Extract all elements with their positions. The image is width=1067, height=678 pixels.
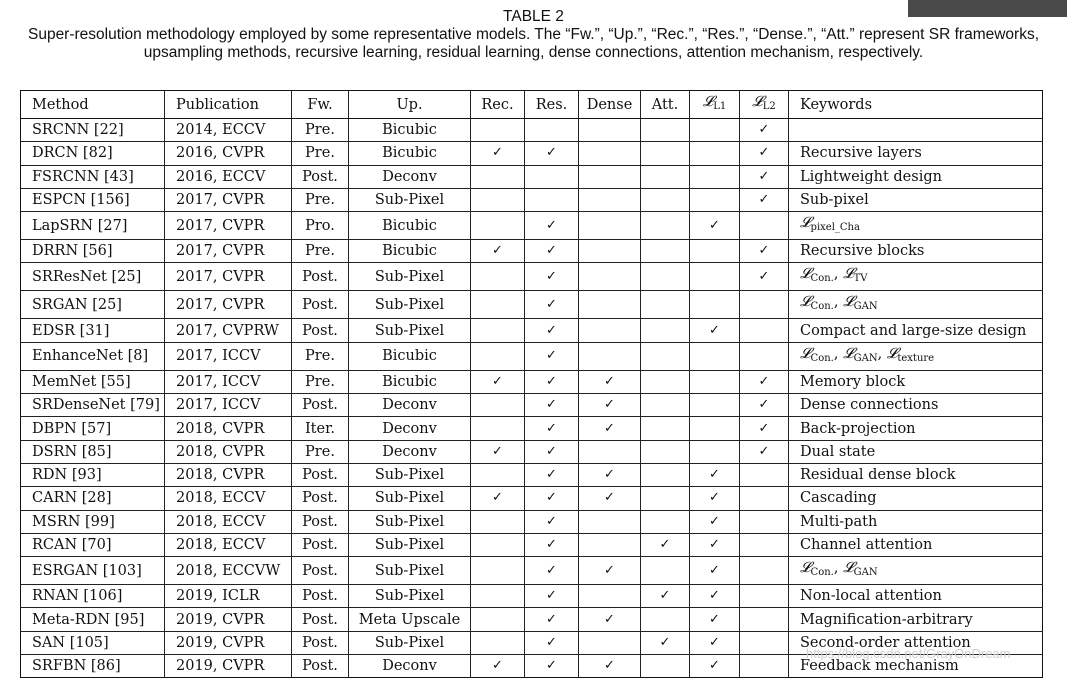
cell-att: ✓ (641, 585, 690, 608)
cell-l2 (740, 212, 789, 240)
cell-res: ✓ (525, 212, 579, 240)
cell-dense: ✓ (579, 394, 641, 417)
cell-l1 (690, 263, 740, 291)
header-l2-loss (740, 91, 789, 119)
cell-keywords: Channel attention (789, 533, 1043, 556)
cell-l1: ✓ (690, 463, 740, 486)
cell-dense (579, 119, 641, 142)
cell-up: Sub-Pixel (349, 463, 471, 486)
header-up: Up. (349, 91, 471, 119)
cell-publication: 2019, CVPR (165, 655, 292, 678)
cell-dense (579, 510, 641, 533)
cell-fw: Post. (292, 533, 349, 556)
cell-publication: 2019, CVPR (165, 608, 292, 631)
cell-dense: ✓ (579, 370, 641, 393)
cell-publication: 2017, CVPR (165, 263, 292, 291)
header-l2-symbol: 𝓛$_{L2}$ (752, 94, 776, 112)
cell-rec (471, 510, 525, 533)
cell-l2: ✓ (740, 370, 789, 393)
cell-l2 (740, 463, 789, 486)
cell-l1 (690, 119, 740, 142)
table-row (21, 188, 1043, 211)
cell-up: Bicubic (349, 370, 471, 393)
cell-att: ✓ (641, 631, 690, 654)
header-dense: Dense (579, 91, 641, 119)
cell-publication: 2017, CVPR (165, 188, 292, 211)
cell-l2: ✓ (740, 165, 789, 188)
cell-l2 (740, 487, 789, 510)
cell-res (525, 119, 579, 142)
cell-method: SRCNN [22] (21, 119, 165, 142)
cell-att (641, 557, 690, 585)
cell-l1 (690, 394, 740, 417)
header-att: Att. (641, 91, 690, 119)
table-row (21, 165, 1043, 188)
cell-rec: ✓ (471, 487, 525, 510)
cell-up: Sub-Pixel (349, 533, 471, 556)
cell-l2: ✓ (740, 119, 789, 142)
cell-publication: 2018, ECCVW (165, 557, 292, 585)
cell-up: Bicubic (349, 342, 471, 370)
cell-res: ✓ (525, 608, 579, 631)
cell-up: Sub-Pixel (349, 631, 471, 654)
cell-keywords: Memory block (789, 370, 1043, 393)
cell-fw: Pre. (292, 240, 349, 263)
cell-l2 (740, 608, 789, 631)
cell-keywords: Compact and large-size design (789, 319, 1043, 342)
cell-dense (579, 165, 641, 188)
cell-up: Deconv (349, 655, 471, 678)
cell-fw: Pre. (292, 370, 349, 393)
cell-att (641, 165, 690, 188)
cell-method: RDN [93] (21, 463, 165, 486)
cell-method: EDSR [31] (21, 319, 165, 342)
cell-method: DRCN [82] (21, 142, 165, 165)
cell-up: Bicubic (349, 142, 471, 165)
cell-up: Bicubic (349, 119, 471, 142)
cell-rec (471, 608, 525, 631)
cell-res: ✓ (525, 142, 579, 165)
cell-method: DRRN [56] (21, 240, 165, 263)
cell-l1 (690, 417, 740, 440)
cell-l1 (690, 370, 740, 393)
cell-method: SRResNet [25] (21, 263, 165, 291)
cell-dense (579, 263, 641, 291)
cell-method: Meta-RDN [95] (21, 608, 165, 631)
cell-rec (471, 319, 525, 342)
cell-keywords: Recursive layers (789, 142, 1043, 165)
table-row (21, 291, 1043, 319)
cell-rec (471, 533, 525, 556)
header-fw: Fw. (292, 91, 349, 119)
cell-dense: ✓ (579, 463, 641, 486)
cell-l1: ✓ (690, 631, 740, 654)
table-caption (0, 8, 1067, 62)
cell-res (525, 165, 579, 188)
cell-fw: Post. (292, 263, 349, 291)
cell-keywords: 𝓛$_{Con.}$, 𝓛$_{TV}$ (789, 263, 1043, 291)
caption-line-1: Super-resolution methodology employed by some representative models. The “Fw.”, “Up.”, “Rec.”, “Res.”, “Dense.”, “Att.” represent SR frameworks, (27, 26, 1040, 43)
cell-l1: ✓ (690, 585, 740, 608)
cell-method: ESRGAN [103] (21, 557, 165, 585)
cell-dense (579, 533, 641, 556)
cell-fw: Post. (292, 291, 349, 319)
cell-rec (471, 342, 525, 370)
cell-att (641, 510, 690, 533)
cell-rec (471, 417, 525, 440)
cell-rec (471, 119, 525, 142)
cell-keywords: Recursive blocks (789, 240, 1043, 263)
header-res: Res. (525, 91, 579, 119)
cell-up: Sub-Pixel (349, 585, 471, 608)
cell-l2 (740, 631, 789, 654)
cell-up: Meta Upscale (349, 608, 471, 631)
cell-publication: 2018, CVPR (165, 440, 292, 463)
cell-dense (579, 212, 641, 240)
cell-fw: Post. (292, 585, 349, 608)
cell-publication: 2014, ECCV (165, 119, 292, 142)
cell-method: DSRN [85] (21, 440, 165, 463)
cell-up: Bicubic (349, 212, 471, 240)
cell-l2: ✓ (740, 417, 789, 440)
cell-fw: Post. (292, 487, 349, 510)
cell-l1 (690, 142, 740, 165)
cell-keywords: Dual state (789, 440, 1043, 463)
cell-publication: 2018, ECCV (165, 533, 292, 556)
cell-dense: ✓ (579, 557, 641, 585)
cell-up: Deconv (349, 394, 471, 417)
cell-att (641, 188, 690, 211)
cell-att (641, 655, 690, 678)
header-rec: Rec. (471, 91, 525, 119)
cell-l1: ✓ (690, 608, 740, 631)
cell-rec: ✓ (471, 655, 525, 678)
cell-res: ✓ (525, 440, 579, 463)
cell-l2 (740, 342, 789, 370)
cell-dense: ✓ (579, 655, 641, 678)
cell-publication: 2017, CVPR (165, 240, 292, 263)
cell-l1 (690, 188, 740, 211)
cell-up: Deconv (349, 440, 471, 463)
cell-res: ✓ (525, 394, 579, 417)
cell-dense (579, 319, 641, 342)
cell-l1 (690, 440, 740, 463)
watermark-text: https://blog.csdn.net/GrayOnDream (806, 646, 1011, 661)
cell-l1: ✓ (690, 557, 740, 585)
cell-att (641, 240, 690, 263)
cell-publication: 2019, CVPR (165, 631, 292, 654)
cell-l2: ✓ (740, 440, 789, 463)
cell-res: ✓ (525, 463, 579, 486)
cell-method: SRDenseNet [79] (21, 394, 165, 417)
cell-method: DBPN [57] (21, 417, 165, 440)
cell-l1: ✓ (690, 510, 740, 533)
cell-res: ✓ (525, 655, 579, 678)
cell-att (641, 370, 690, 393)
cell-res: ✓ (525, 370, 579, 393)
cell-publication: 2018, ECCV (165, 510, 292, 533)
cell-keywords: Multi-path (789, 510, 1043, 533)
cell-method: RCAN [70] (21, 533, 165, 556)
cell-rec: ✓ (471, 370, 525, 393)
cell-l2: ✓ (740, 394, 789, 417)
table-row (21, 440, 1043, 463)
cell-rec (471, 463, 525, 486)
cell-up: Deconv (349, 417, 471, 440)
table-row (21, 319, 1043, 342)
table-row (21, 263, 1043, 291)
cell-l2: ✓ (740, 240, 789, 263)
cell-l1: ✓ (690, 487, 740, 510)
cell-l1 (690, 240, 740, 263)
cell-publication: 2017, CVPR (165, 291, 292, 319)
header-row (21, 91, 1043, 119)
table-row (21, 463, 1043, 486)
header-publication: Publication (165, 91, 292, 119)
cell-method: ESPCN [156] (21, 188, 165, 211)
cell-rec (471, 188, 525, 211)
cell-keywords: 𝓛$_{Con.}$, 𝓛$_{GAN}$, 𝓛$_{texture}$ (789, 342, 1043, 370)
cell-l1: ✓ (690, 319, 740, 342)
cell-res: ✓ (525, 487, 579, 510)
cell-att (641, 342, 690, 370)
cell-keywords: Lightweight design (789, 165, 1043, 188)
cell-fw: Post. (292, 557, 349, 585)
cell-dense (579, 631, 641, 654)
cell-att (641, 440, 690, 463)
table-row (21, 533, 1043, 556)
cell-up: Sub-Pixel (349, 487, 471, 510)
cell-keywords: Non-local attention (789, 585, 1043, 608)
cell-res: ✓ (525, 263, 579, 291)
cell-dense: ✓ (579, 487, 641, 510)
cell-fw: Post. (292, 655, 349, 678)
cell-att (641, 119, 690, 142)
cell-rec (471, 263, 525, 291)
cell-att (641, 263, 690, 291)
cell-dense (579, 291, 641, 319)
cell-l1: ✓ (690, 212, 740, 240)
cell-res: ✓ (525, 417, 579, 440)
cell-keywords: Cascading (789, 487, 1043, 510)
cell-rec (471, 165, 525, 188)
cell-rec: ✓ (471, 142, 525, 165)
cell-att (641, 291, 690, 319)
table-row (21, 557, 1043, 585)
cell-publication: 2017, ICCV (165, 342, 292, 370)
cell-publication: 2016, ECCV (165, 165, 292, 188)
cell-up: Sub-Pixel (349, 263, 471, 291)
cell-keywords: Feedback mechanism (789, 655, 1043, 678)
cell-fw: Pre. (292, 142, 349, 165)
cell-up: Bicubic (349, 240, 471, 263)
table-row (21, 142, 1043, 165)
cell-up: Deconv (349, 165, 471, 188)
cell-keywords: Second-order attention (789, 631, 1043, 654)
cell-keywords: Back-projection (789, 417, 1043, 440)
cell-dense (579, 142, 641, 165)
cell-res: ✓ (525, 342, 579, 370)
cell-method: SAN [105] (21, 631, 165, 654)
cell-rec (471, 394, 525, 417)
cell-keywords: Residual dense block (789, 463, 1043, 486)
cell-dense (579, 188, 641, 211)
cell-res: ✓ (525, 510, 579, 533)
cell-rec (471, 585, 525, 608)
sr-methodology-table (20, 90, 1043, 678)
cell-up: Sub-Pixel (349, 291, 471, 319)
cell-fw: Post. (292, 631, 349, 654)
table-row (21, 342, 1043, 370)
header-l1-symbol: 𝓛$_{L1}$ (702, 94, 727, 112)
cell-fw: Pre. (292, 188, 349, 211)
cell-l1 (690, 165, 740, 188)
table-row (21, 585, 1043, 608)
cell-dense: ✓ (579, 417, 641, 440)
cell-res: ✓ (525, 533, 579, 556)
cell-l2 (740, 510, 789, 533)
cell-res: ✓ (525, 240, 579, 263)
cell-up: Sub-Pixel (349, 319, 471, 342)
cell-keywords: Dense connections (789, 394, 1043, 417)
cell-fw: Pro. (292, 212, 349, 240)
table-label: TABLE 2 (503, 8, 564, 25)
cell-att: ✓ (641, 533, 690, 556)
cell-l2 (740, 291, 789, 319)
table-body (21, 119, 1043, 678)
cell-keywords: 𝓛$_{pixel\_Cha}$ (789, 212, 1043, 240)
cell-l2 (740, 557, 789, 585)
table-row (21, 417, 1043, 440)
cell-keywords (789, 119, 1043, 142)
cell-att (641, 212, 690, 240)
cell-res: ✓ (525, 291, 579, 319)
cell-up: Sub-Pixel (349, 557, 471, 585)
cell-keywords: Magnification-arbitrary (789, 608, 1043, 631)
cell-fw: Pre. (292, 119, 349, 142)
cell-publication: 2017, ICCV (165, 370, 292, 393)
cell-fw: Post. (292, 463, 349, 486)
cell-fw: Pre. (292, 342, 349, 370)
cell-dense (579, 440, 641, 463)
cell-l1 (690, 291, 740, 319)
cell-method: MemNet [55] (21, 370, 165, 393)
cell-fw: Post. (292, 394, 349, 417)
table-row (21, 394, 1043, 417)
cell-method: EnhanceNet [8] (21, 342, 165, 370)
cell-rec: ✓ (471, 240, 525, 263)
cell-publication: 2019, ICLR (165, 585, 292, 608)
cell-dense (579, 240, 641, 263)
table-row (21, 212, 1043, 240)
table-row (21, 119, 1043, 142)
cell-l2 (740, 655, 789, 678)
cell-l2 (740, 585, 789, 608)
header-keywords: Keywords (789, 91, 1043, 119)
cell-l2 (740, 319, 789, 342)
cell-l1: ✓ (690, 533, 740, 556)
table-row (21, 370, 1043, 393)
cell-res: ✓ (525, 557, 579, 585)
cell-rec (471, 557, 525, 585)
cell-publication: 2018, CVPR (165, 417, 292, 440)
cell-publication: 2017, ICCV (165, 394, 292, 417)
cell-res: ✓ (525, 319, 579, 342)
cell-publication: 2016, CVPR (165, 142, 292, 165)
cell-att (641, 608, 690, 631)
cell-method: MSRN [99] (21, 510, 165, 533)
cell-keywords: 𝓛$_{Con.}$, 𝓛$_{GAN}$ (789, 291, 1043, 319)
cell-fw: Post. (292, 319, 349, 342)
cell-res: ✓ (525, 585, 579, 608)
cell-dense: ✓ (579, 608, 641, 631)
cell-att (641, 487, 690, 510)
cell-fw: Post. (292, 608, 349, 631)
cell-res: ✓ (525, 631, 579, 654)
cell-publication: 2018, CVPR (165, 463, 292, 486)
cell-fw: Post. (292, 510, 349, 533)
cell-dense (579, 585, 641, 608)
caption-line-2: upsampling methods, recursive learning, residual learning, dense connections, attention mechanism, respectively. (143, 44, 924, 61)
cell-fw: Pre. (292, 440, 349, 463)
cell-l2: ✓ (740, 188, 789, 211)
cell-publication: 2018, ECCV (165, 487, 292, 510)
cell-l2 (740, 533, 789, 556)
cell-method: FSRCNN [43] (21, 165, 165, 188)
table-row (21, 240, 1043, 263)
cell-fw: Iter. (292, 417, 349, 440)
cell-dense (579, 342, 641, 370)
cell-rec (471, 631, 525, 654)
table-row (21, 510, 1043, 533)
cell-method: SRGAN [25] (21, 291, 165, 319)
cell-l2: ✓ (740, 263, 789, 291)
cell-res (525, 188, 579, 211)
cell-method: CARN [28] (21, 487, 165, 510)
table-row (21, 608, 1043, 631)
cell-att (641, 463, 690, 486)
cell-publication: 2017, CVPR (165, 212, 292, 240)
cell-keywords: 𝓛$_{Con.}$, 𝓛$_{GAN}$ (789, 557, 1043, 585)
cell-att (641, 417, 690, 440)
cell-fw: Post. (292, 165, 349, 188)
cell-keywords: Sub-pixel (789, 188, 1043, 211)
header-method: Method (21, 91, 165, 119)
cell-rec (471, 291, 525, 319)
cell-up: Sub-Pixel (349, 510, 471, 533)
cell-method: RNAN [106] (21, 585, 165, 608)
cell-publication: 2017, CVPRW (165, 319, 292, 342)
cell-method: SRFBN [86] (21, 655, 165, 678)
cell-up: Sub-Pixel (349, 188, 471, 211)
cell-rec: ✓ (471, 440, 525, 463)
header-l1-loss (690, 91, 740, 119)
cell-att (641, 394, 690, 417)
cell-l2: ✓ (740, 142, 789, 165)
table-row (21, 487, 1043, 510)
cell-l1: ✓ (690, 655, 740, 678)
cell-att (641, 142, 690, 165)
cell-method: LapSRN [27] (21, 212, 165, 240)
cell-l1 (690, 342, 740, 370)
cell-att (641, 319, 690, 342)
cell-rec (471, 212, 525, 240)
